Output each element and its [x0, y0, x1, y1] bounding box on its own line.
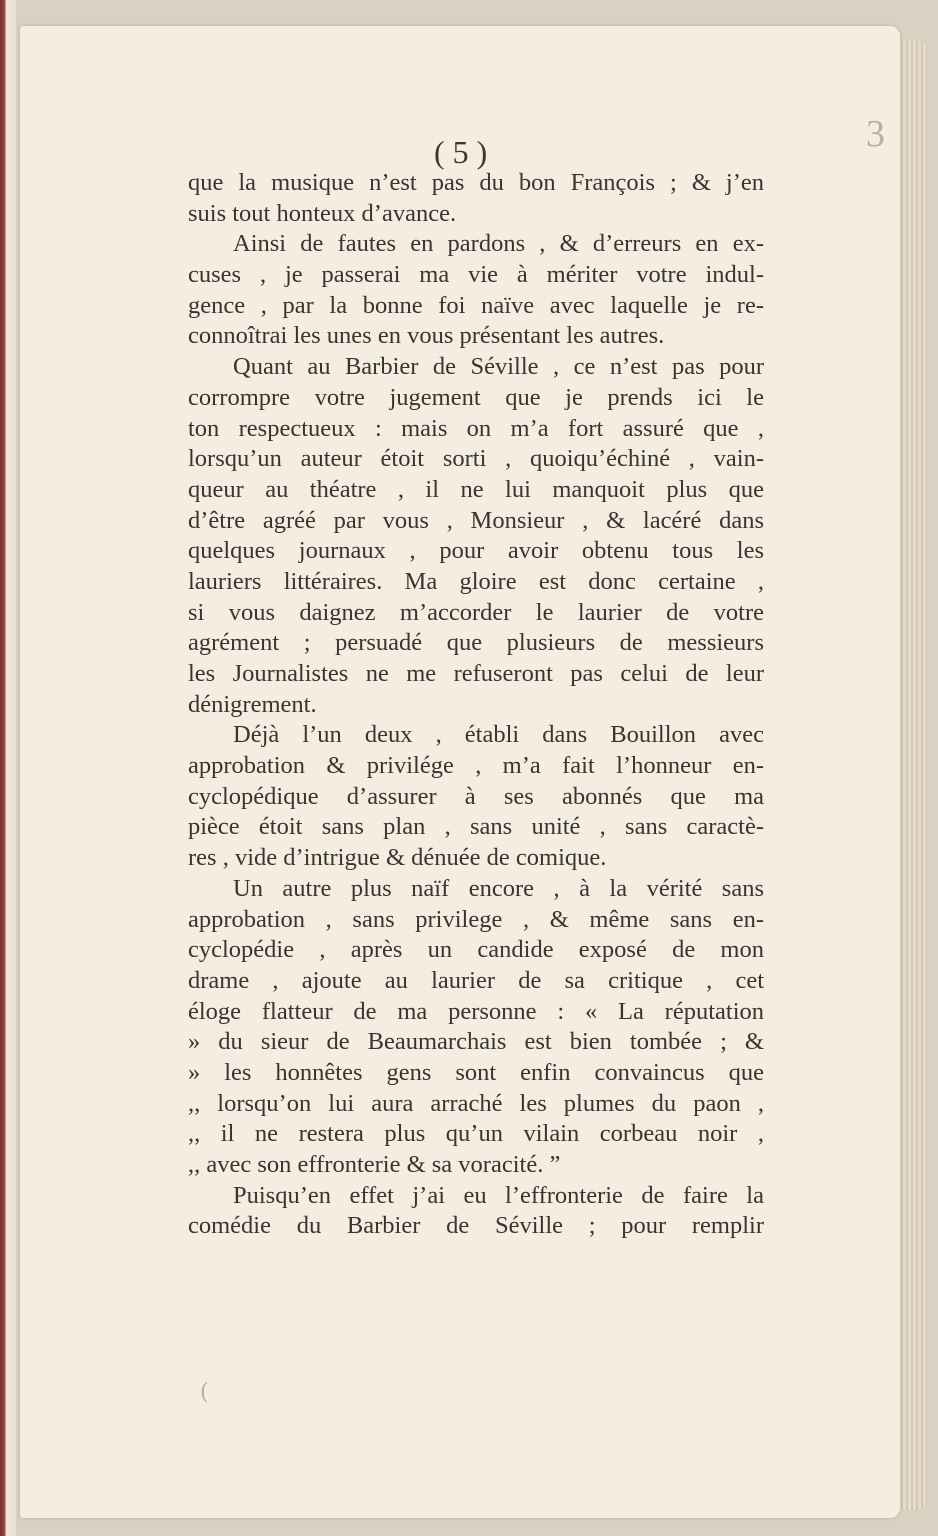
text-line: cyclopédique d’assurer à ses abonnés que ma — [188, 782, 764, 810]
text-line: lorsqu’un auteur étoit sorti , quoiqu’échiné , vain- — [188, 445, 764, 473]
text-line: res , vide d’intrigue & dénuée de comique. — [188, 844, 607, 872]
text-line: » les honnêtes gens sont enfin convaincus que — [188, 1058, 764, 1086]
text-line: ,, lorsqu’on lui aura arraché les plumes du paon , — [188, 1089, 764, 1117]
text-line: dénigrement. — [188, 690, 317, 718]
text-line: que la musique n’est pas du bon François ; & j’en — [188, 169, 764, 196]
page-folio: ( 5 ) — [434, 134, 488, 170]
text-line: approbation , sans privilege , & même sans en- — [188, 905, 764, 933]
text-line: cuses , je passerai ma vie à mériter votre indul- — [188, 261, 764, 289]
text-line: comédie du Barbier de Séville ; pour remplir — [188, 1212, 764, 1240]
text-line: connoîtrai les unes en vous présentant les autres. — [188, 322, 665, 350]
text-line: d’être agréé par vous , Monsieur , & lacéré dans — [188, 506, 764, 534]
text-line: les Journalistes ne me refuseront pas celui de leur — [188, 660, 764, 687]
text-line: Quant au Barbier de Séville , ce n’est pas pour — [233, 353, 764, 381]
text-line: approbation & privilége , m’a fait l’honneur en- — [188, 752, 764, 780]
binding-edge — [0, 0, 16, 1536]
text-line: ,, avec son effronterie & sa voracité. ” — [188, 1151, 561, 1178]
text-line: Ainsi de fautes en pardons , & d’erreurs en ex- — [233, 230, 764, 258]
stray-mark: ( — [200, 1380, 209, 1405]
text-line: cyclopédie , après un candide exposé de mon — [188, 936, 764, 964]
text-line: suis tout honteux d’avance. — [188, 199, 457, 227]
text-line: éloge flatteur de ma personne : « La réputation — [188, 997, 764, 1025]
text-line: pièce étoit sans plan , sans unité , sans caractè- — [188, 813, 764, 841]
text-line: Un autre plus naïf encore , à la vérité sans — [233, 874, 764, 902]
pencil-number: 3 — [866, 113, 885, 155]
text-line: gence , par la bonne foi naïve avec laquelle je re- — [188, 291, 764, 319]
text-line: queur au théatre , il ne lui manquoit plus que — [188, 475, 764, 503]
text-line: Déjà l’un deux , établi dans Bouillon avec — [233, 721, 764, 749]
text-line: » du sieur de Beaumarchais est bien tombée ; & — [188, 1028, 764, 1056]
text-line: drame , ajoute au laurier de sa critique , cet — [188, 966, 764, 994]
text-line: quelques journaux , pour avoir obtenu tous les — [188, 537, 764, 565]
text-line: Puisqu’en effet j’ai eu l’effronterie de faire la — [233, 1181, 764, 1209]
text-line: ,, il ne restera plus qu’un vilain corbeau noir , — [188, 1120, 764, 1148]
text-line: corrompre votre jugement que je prends ici le — [188, 383, 764, 411]
text-line: ton respectueux : mais on m’a fort assuré que , — [188, 414, 764, 442]
page-text — [188, 168, 764, 1242]
text-line: si vous daignez m’accorder le laurier de votre — [188, 598, 764, 626]
text-line: lauriers littéraires. Ma gloire est donc certaine , — [188, 567, 764, 595]
text-line: agrément ; persuadé que plusieurs de messieurs — [188, 629, 764, 657]
